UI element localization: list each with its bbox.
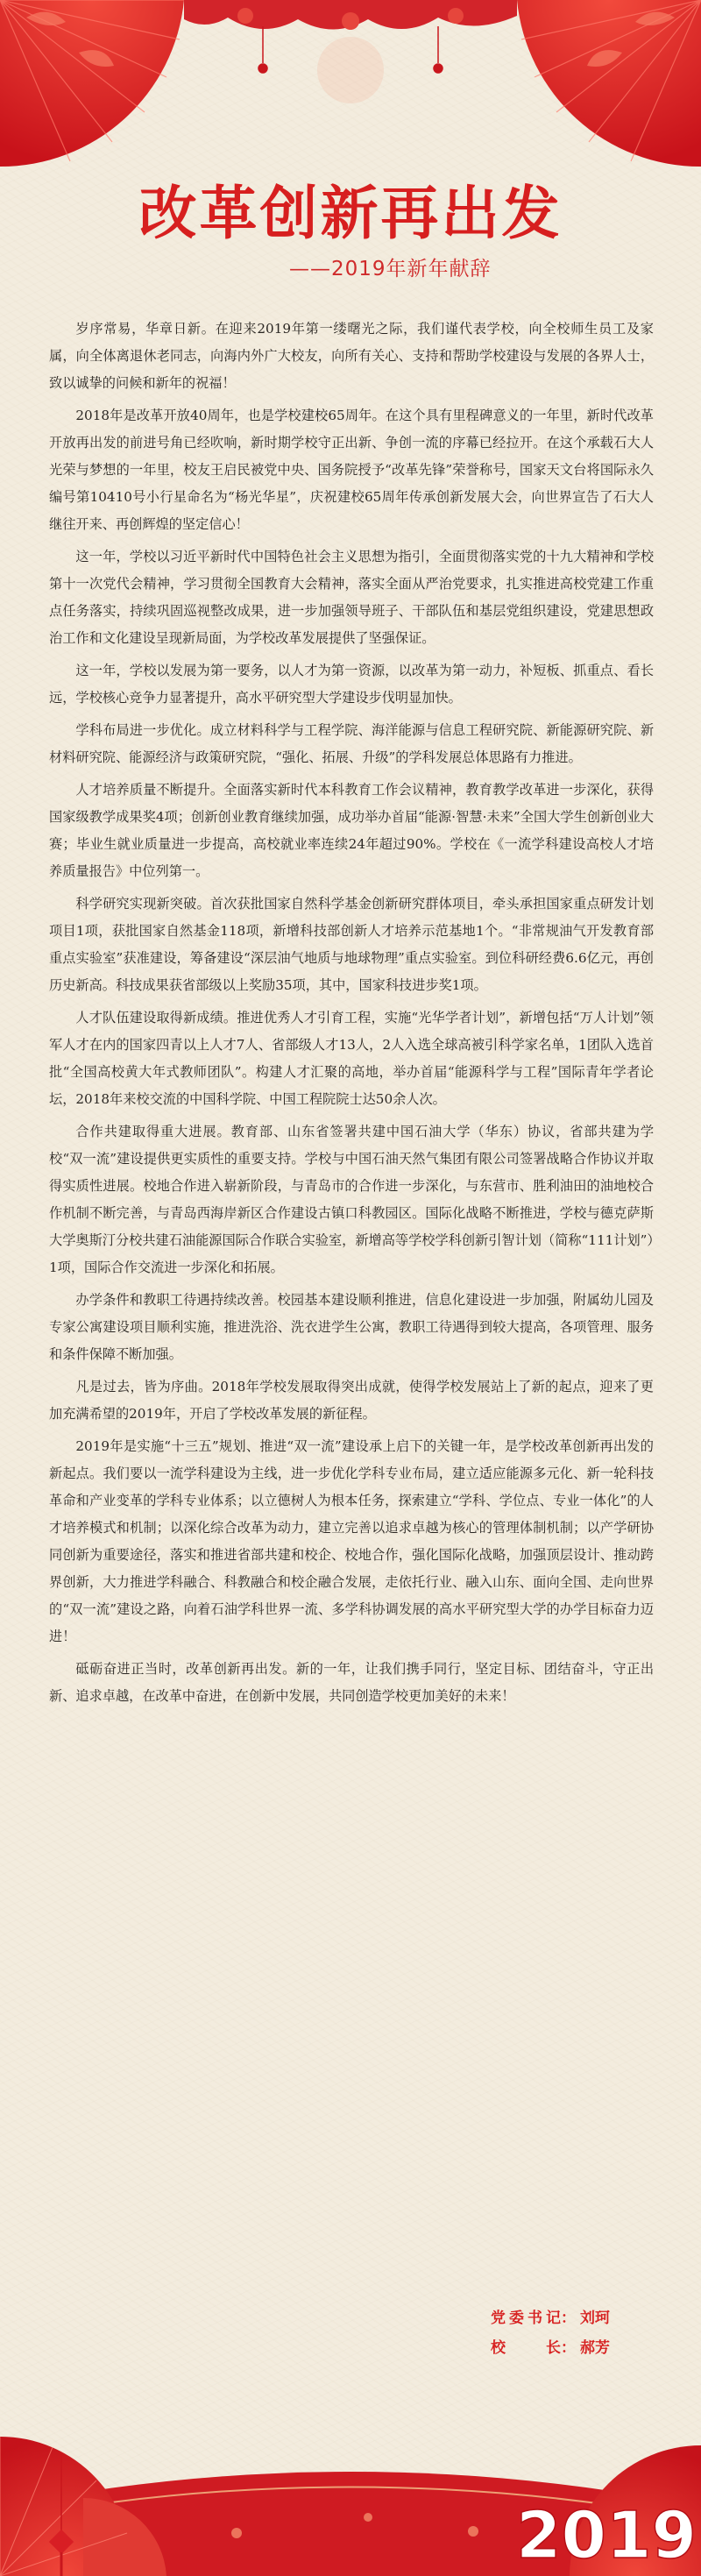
secretary-title: 党委书记 [491, 2310, 561, 2327]
fan-decoration-right [517, 0, 701, 167]
president-title: 校长 [491, 2339, 561, 2357]
paragraph: 2019年是实施“十三五”规划、推进“双一流”建设承上启下的关键一年，是学校改革创新再出发的新起点。我们要以一流学科建设为主线，进一步优化学科专业布局，建立适应能源多元化、新一轮科技革命和产业变革的学科专业体系；以立德树人为根本任务，探索建立“学科、学位点、专业一体化”的人才培养模式和机制；以深化综合改革为动力，建立完善以追求卓越为核心的管理体制机制；以产学研协同创新为重要途径，落实和推进省部共建和校企、校地合作，强化国际化战略，加强顶层设计、推动跨界创新，大力推进学科融合、科教融合和校企融合发展，走依托行业、融入山东、面向全国、走向世界的“双一流”建设之路，向着石油学科世界一流、多学科协调发展的高水平研究型大学的办学目标奋力迈进！ [49, 1438, 654, 1644]
signature-president: 校长 ： 郝芳 [491, 2333, 610, 2363]
page-title: 改革创新再出发 [138, 179, 563, 247]
paragraph: 岁序常易，华章日新。在迎来2019年第一缕曙光之际，我们谨代表学校，向全校师生员工及家属，向全体离退休老同志，向海内外广大校友，向所有关心、支持和帮助学校建设与发展的各界人士，致以诚挚的问候和新年的祝福！ [49, 321, 654, 391]
paragraph: 人才培养质量不断提升。全面落实新时代本科教育工作会议精神，教育教学改革进一步深化，获得国家级教学成果奖4项；创新创业教育继续加强，成功举办首届“能源·智慧·未来”全国大学生创新创业大赛；毕业生就业质量进一步提高，高校就业率连续24年超过90%。学校在《一流学科建设高校人才培养质量报告》中位列第一。 [49, 782, 654, 879]
paragraph: 砥砺奋进正当时，改革创新再出发。新的一年，让我们携手同行，坚定目标、团结奋斗，守正出新、追求卓越，在改革中奋进，在创新中发展，共同创造学校更加美好的未来！ [49, 1661, 654, 1704]
paragraph: 学科布局进一步优化。成立材料科学与工程学院、海洋能源与信息工程研究院、新能源研究院、新材料研究院、能源经济与政策研究院，“强化、拓展、升级”的学科发展总体思路有力推进。 [49, 722, 654, 765]
top-decoration [0, 0, 701, 175]
signature-block [491, 2303, 610, 2363]
paragraph: 这一年，学校以习近平新时代中国特色社会主义思想为指引，全面贯彻落实党的十九大精神和学校第十一次党代会精神，学习贯彻全国教育大会精神，落实全面从严治党要求，扎实推进高校党建工作重点任务落实，持续巩固巡视整改成果，进一步加强领导班子、干部队伍和基层党组织建设，党建思想政治工作和文化建设呈现新局面，为学校改革发展提供了坚强保证。 [49, 549, 654, 646]
cloud-swirl-band [184, 0, 517, 30]
fan-decoration-left [0, 0, 184, 167]
paragraph: 人才队伍建设取得新成绩。推进优秀人才引育工程，实施“光华学者计划”，新增包括“万人计划”领军人才在内的国家四青以上人才7人、省部级人才13人，2人入选全球高被引科学家名单，1团队入选首批“全国高校黄大年式教师团队”。构建人才汇聚的高地，举办首届“能源科学与工程”国际青年学者论坛，2018年来校交流的中国科学院、中国工程院院士达50余人次。 [49, 1010, 654, 1107]
letter-body [49, 316, 654, 1715]
president-name: 郝芳 [580, 2339, 610, 2357]
paragraph: 凡是过去，皆为序曲。2018年学校发展取得突出成就，使得学校发展站上了新的起点，迎来了更加充满希望的2019年，开启了学校改革发展的新征程。 [49, 1379, 654, 1422]
year-banner: 2019 [516, 2498, 697, 2573]
signature-secretary: 党委书记 ： 刘珂 [491, 2303, 610, 2333]
bottom-decoration [0, 2402, 701, 2576]
sun-decoration [317, 37, 384, 103]
page-subtitle: ——2019年新年献辞 [289, 258, 492, 280]
paragraph: 2018年是改革开放40周年，也是学校建校65周年。在这个具有里程碑意义的一年里，新时代改革开放再出发的前进号角已经吹响，新时期学校守正出新、争创一流的序幕已经拉开。在这个承载石大人光荣与梦想的一年里，校友王启民被党中央、国务院授予“改革先锋”荣誉称号，国家天文台将国际永久编号第10410号小行星命名为“杨光华星”，庆祝建校65周年传承创新发展大会，向世界宣告了石大人继往开来、再创辉煌的坚定信心！ [49, 408, 654, 532]
paragraph: 这一年，学校以发展为第一要务，以人才为第一资源，以改革为第一动力，补短板、抓重点、看长远，学校核心竞争力显著提升，高水平研究型大学建设步伐明显加快。 [49, 663, 654, 706]
paragraph: 科学研究实现新突破。首次获批国家自然科学基金创新研究群体项目，牵头承担国家重点研发计划项目1项，获批国家自然基金118项，新增科技部创新人才培养示范基地1个。“非常规油气开发教育部重点实验室”获准建设，筹备建设“深层油气地质与地球物理”重点实验室。到位科研经费6.6亿元，再创历史新高。科技成果获省部级以上奖励35项，其中，国家科技进步奖1项。 [49, 896, 654, 993]
paragraph: 合作共建取得重大进展。教育部、山东省签署共建中国石油大学（华东）协议，省部共建为学校“双一流”建设提供更实质性的重要支持。学校与中国石油天然气集团有限公司签署战略合作协议并取得实质性进展。校地合作进入崭新阶段，与青岛市的合作进一步深化，与东营市、胜利油田的油地校合作机制不断完善，与青岛西海岸新区合作建设古镇口科教园区。国际化战略不断推进，学校与德克萨斯大学奥斯汀分校共建石油能源国际合作联合实验室，新增高等学校学科创新引智计划（简称“111计划”）1项，国际合作交流进一步深化和拓展。 [49, 1124, 654, 1275]
paragraph: 办学条件和教职工待遇持续改善。校园基本建设顺利推进，信息化建设进一步加强，附属幼儿园及专家公寓建设项目顺利实施，推进洗浴、洗衣进学生公寓，教职工待遇得到较大提高，各项管理、服务和条件保障不断加强。 [49, 1292, 654, 1362]
secretary-name: 刘珂 [580, 2310, 610, 2327]
